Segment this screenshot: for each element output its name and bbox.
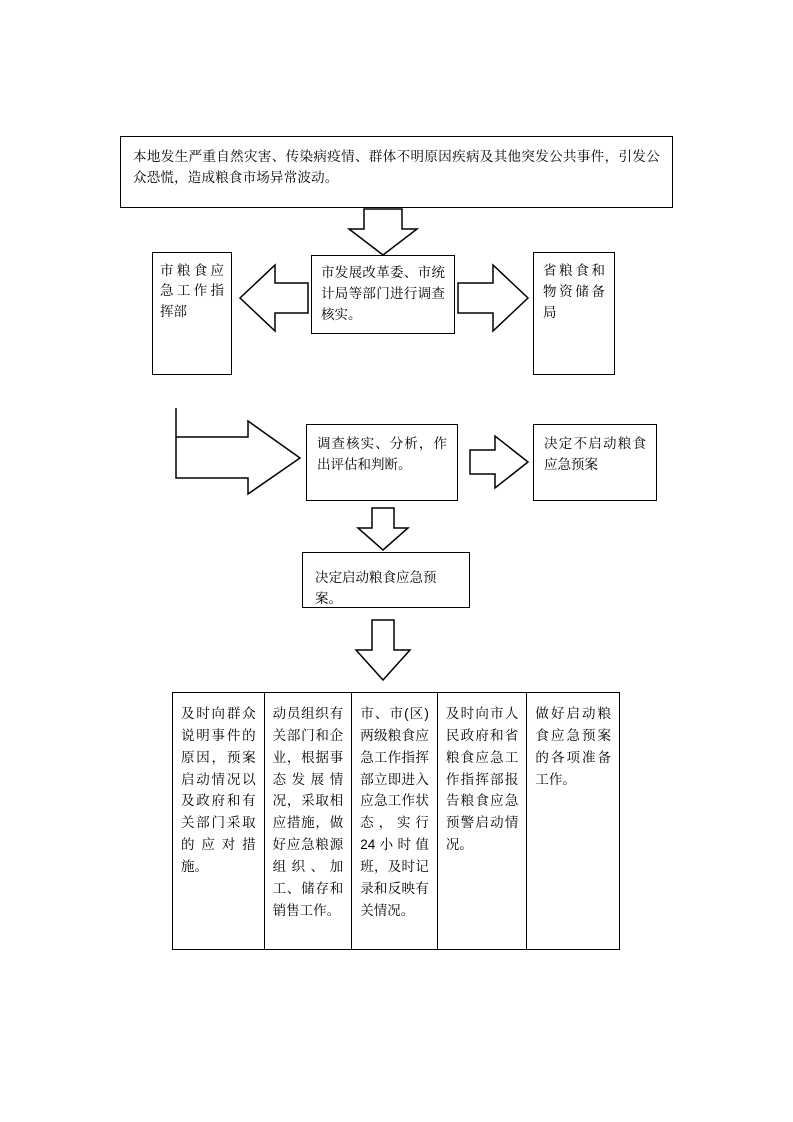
arrow-left-investigate-to-city: [240, 265, 308, 331]
node-investigate-box: [311, 255, 455, 334]
top-event-box: [120, 136, 673, 208]
node-province-bureau-box: [533, 252, 615, 375]
node-no-start-text: 决定不启动粮食应急预案: [544, 436, 646, 472]
measure-cell-2: 动员组织有关部门和企业，根据事态发展情况，采取相应措施，做好应急粮源组织、加工、储存和销售工作。: [265, 693, 353, 949]
measure-cell-5: 做好启动粮食应急预案的各项准备工作。: [535, 706, 611, 787]
node-start-text: 决定启动粮食应急预案。: [315, 570, 437, 606]
measure-cell-3: 市、市(区)两级粮食应急工作指挥部立即进入应急工作状态，实行24小时值班，及时记录和反映有关情况。: [352, 693, 438, 949]
top-event-text: 本地发生严重自然灾害、传染病疫情、群体不明原因疾病及其他突发公共事件，引发公众恐慌，造成粮食市场异常波动。: [133, 149, 660, 185]
measure-cell-4: 及时向市人民政府和省粮食应急工作指挥部报告粮食应急预警启动情况。: [438, 693, 528, 949]
measures-row: [172, 692, 620, 950]
arrow-right-analysis-to-nostart: [470, 436, 528, 488]
node-investigate-text: 市发展改革委、市统计局等部门进行调查核实。: [321, 265, 445, 322]
arrow-elbow-down-right-to-analysis: [176, 408, 300, 494]
node-city-command-text: 市粮食应急工作指挥部: [160, 263, 224, 319]
node-no-start-box: [533, 424, 657, 501]
node-start-box: [302, 552, 470, 608]
node-analysis-text: 调查核实、分析，作出评估和判断。: [317, 436, 447, 472]
node-analysis-box: [306, 424, 458, 501]
measure-cell-1: 及时向群众说明事件的原因，预案启动情况以及政府和有关部门采取的应对措施。: [173, 693, 265, 949]
arrow-right-investigate-to-province: [458, 265, 528, 331]
node-city-command-box: [152, 252, 232, 375]
node-province-bureau-text: 省粮食和物资储备局: [543, 263, 605, 320]
arrow-down-start-to-measures: [356, 620, 410, 680]
arrow-down-top-to-investigate: [349, 209, 417, 255]
arrow-down-analysis-to-start: [358, 508, 408, 550]
